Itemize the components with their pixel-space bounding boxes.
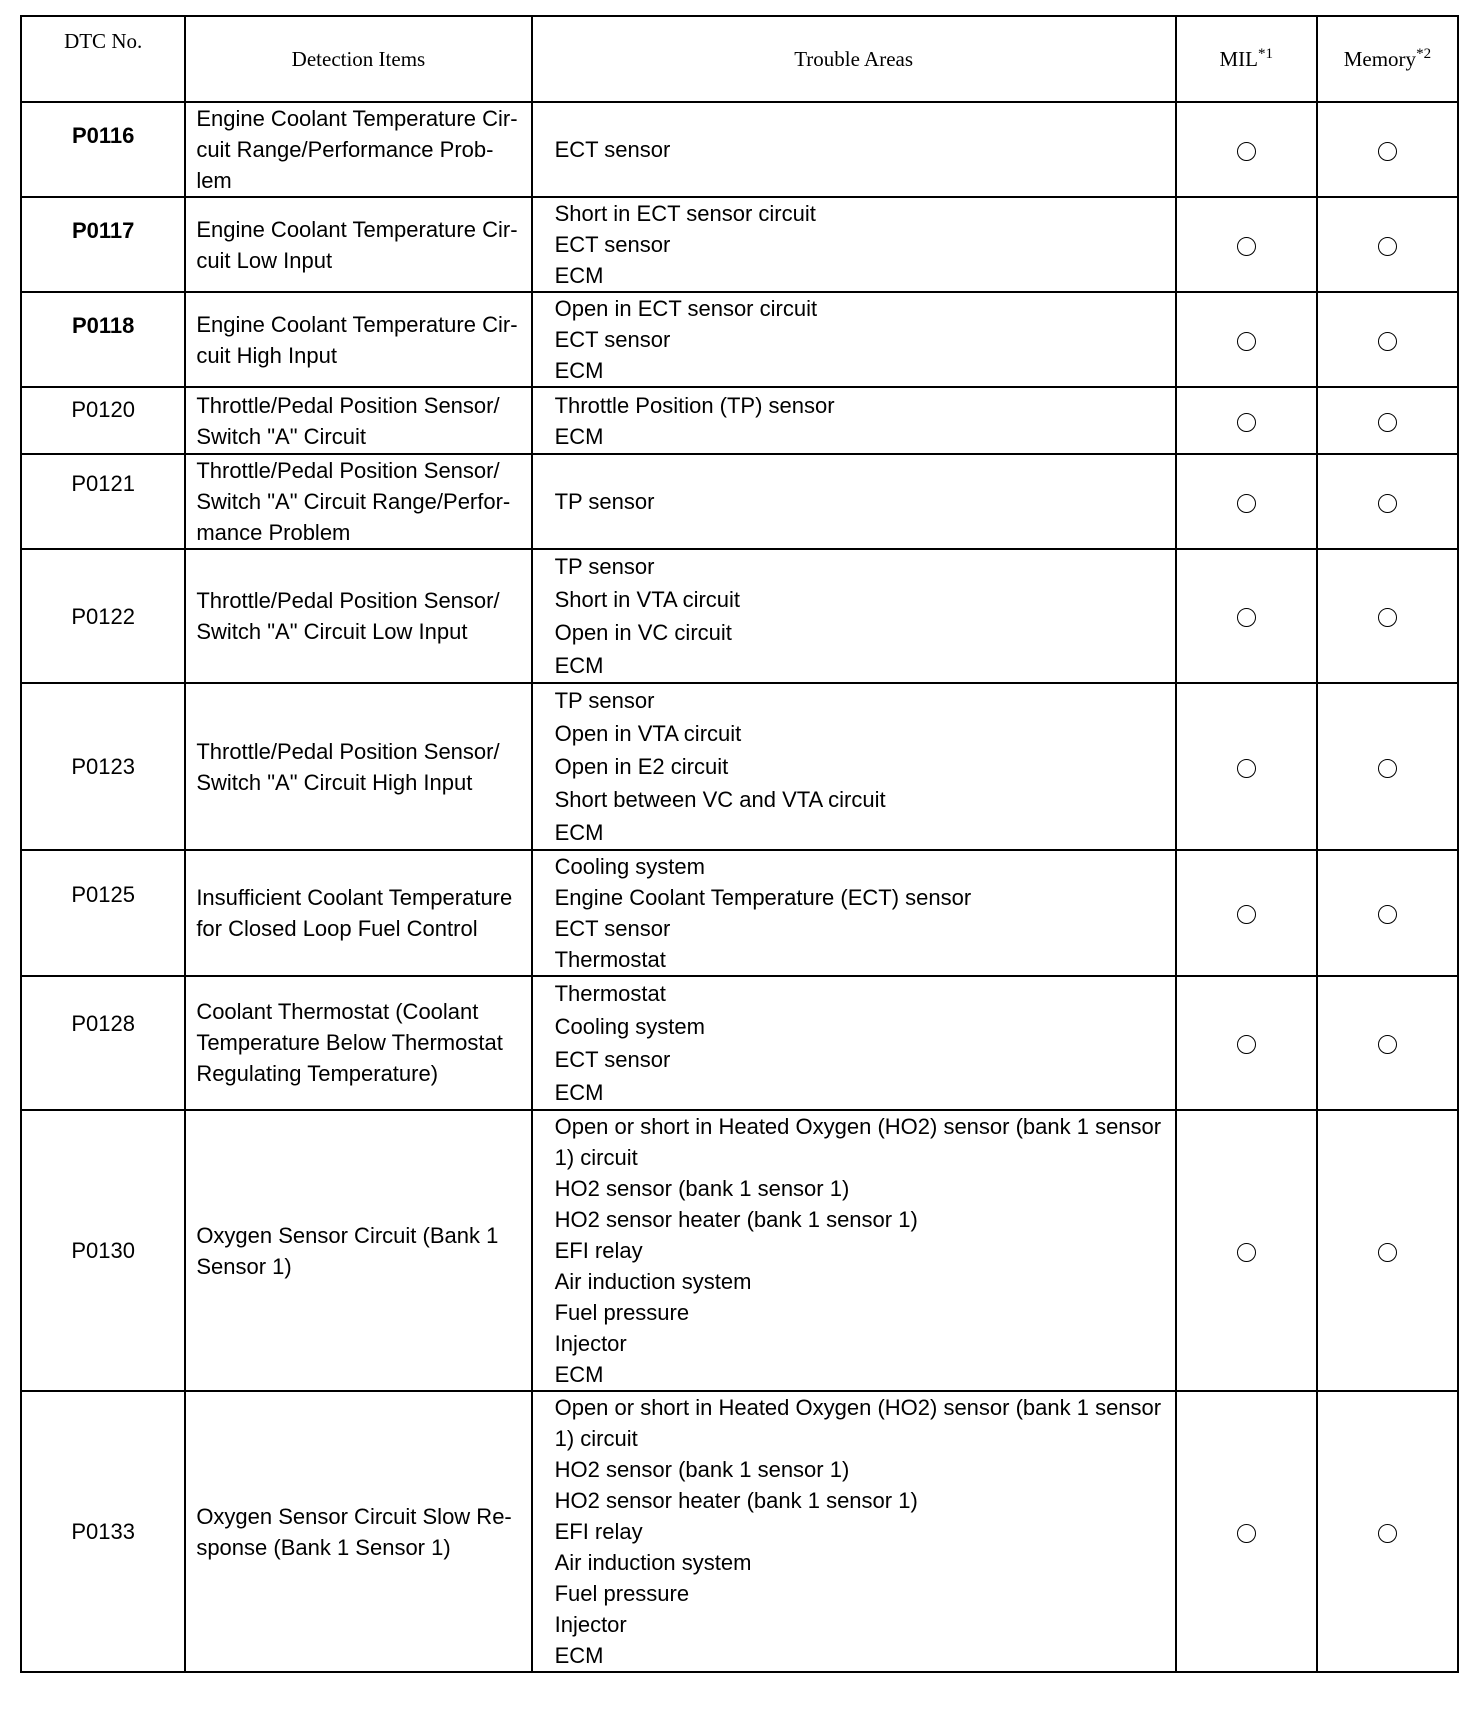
detection-item: Oxygen Sensor Circuit (Bank 1 Sensor 1): [185, 1110, 531, 1391]
trouble-areas: [532, 197, 1176, 292]
trouble-area-line: ECM: [554, 1643, 604, 1668]
trouble-area-line: ECM: [554, 1080, 604, 1105]
circle-icon: [1378, 332, 1397, 351]
circle-icon: [1378, 905, 1397, 924]
trouble-areas: [532, 976, 1176, 1110]
detection-item: Throttle/Pedal Position Sensor/ Switch "A" Circuit Range/Perfor- mance Problem: [185, 454, 531, 549]
memory-cell: [1317, 683, 1458, 850]
mil-cell: [1176, 387, 1317, 454]
circle-icon: [1378, 759, 1397, 778]
table-row: [21, 976, 1458, 1110]
detection-item: Engine Coolant Temperature Cir- cuit Low Input: [185, 197, 531, 292]
trouble-area-line: Throttle Position (TP) sensor: [554, 392, 835, 418]
dtc-code: P0122: [21, 549, 185, 683]
trouble-area-line: Injector: [554, 1331, 627, 1356]
mil-cell: [1176, 683, 1317, 850]
header-memory-note: *2: [1416, 45, 1432, 62]
mil-cell: [1176, 197, 1317, 292]
circle-icon: [1378, 1035, 1397, 1054]
memory-cell: [1317, 976, 1458, 1110]
trouble-area-line: HO2 sensor (bank 1 sensor 1): [554, 1457, 850, 1482]
trouble-area-line: ECM: [554, 423, 604, 449]
mil-cell: [1176, 850, 1317, 976]
memory-cell: [1317, 387, 1458, 454]
trouble-areas: [532, 683, 1176, 850]
table-row: [21, 102, 1458, 197]
mil-cell: [1176, 1391, 1317, 1672]
circle-icon: [1237, 413, 1256, 432]
trouble-area-line: TP sensor: [554, 489, 655, 514]
trouble-area-line: ECM: [554, 1362, 604, 1387]
mil-cell: [1176, 549, 1317, 683]
circle-icon: [1237, 608, 1256, 627]
memory-cell: [1317, 549, 1458, 683]
detection-item: Throttle/Pedal Position Sensor/ Switch "A" Circuit: [185, 387, 531, 454]
header-mil-label: MIL: [1219, 46, 1258, 71]
circle-icon: [1237, 1035, 1256, 1054]
detection-item: Oxygen Sensor Circuit Slow Re- sponse (Bank 1 Sensor 1): [185, 1391, 531, 1672]
dtc-code: P0118: [21, 292, 185, 387]
trouble-area-line: HO2 sensor heater (bank 1 sensor 1): [554, 1488, 918, 1513]
trouble-area-line: Short in VTA circuit: [554, 587, 741, 612]
trouble-areas: [532, 102, 1176, 197]
circle-icon: [1237, 905, 1256, 924]
memory-cell: [1317, 197, 1458, 292]
memory-cell: [1317, 1110, 1458, 1391]
trouble-area-line: Thermostat: [554, 981, 666, 1006]
detection-item: Throttle/Pedal Position Sensor/ Switch "A" Circuit Low Input: [185, 549, 531, 683]
detection-item: Coolant Thermostat (Coolant Temperature Below Thermostat Regulating Temperature): [185, 976, 531, 1110]
trouble-area-line: TP sensor: [554, 688, 655, 713]
table-row: [21, 549, 1458, 683]
circle-icon: [1378, 494, 1397, 513]
circle-icon: [1237, 1524, 1256, 1543]
header-detection: Detection Items: [185, 16, 531, 102]
header-memory-label: Memory: [1343, 46, 1417, 71]
header-row: [21, 16, 1458, 102]
trouble-area-line: Cooling system: [554, 854, 705, 879]
table-row: [21, 387, 1458, 454]
memory-cell: [1317, 1391, 1458, 1672]
circle-icon: [1378, 1524, 1397, 1543]
trouble-area-line: Open in VTA circuit: [554, 721, 742, 746]
table-row: [21, 683, 1458, 850]
trouble-area-line: Engine Coolant Temperature (ECT) sensor: [554, 885, 972, 910]
trouble-areas: [532, 454, 1176, 549]
dtc-code: P0121: [21, 454, 185, 549]
dtc-code: P0128: [21, 976, 185, 1110]
table-row: [21, 1110, 1458, 1391]
trouble-area-line: TP sensor: [554, 554, 655, 579]
dtc-code: P0120: [21, 387, 185, 454]
table-row: [21, 197, 1458, 292]
dtc-code: P0125: [21, 850, 185, 976]
trouble-areas: [532, 850, 1176, 976]
mil-cell: [1176, 102, 1317, 197]
circle-icon: [1378, 1243, 1397, 1262]
trouble-area-line: Short in ECT sensor circuit: [554, 201, 816, 226]
trouble-area-line: ECM: [554, 358, 604, 383]
trouble-area-line: ECM: [554, 263, 604, 288]
header-dtc: DTC No.: [21, 16, 185, 102]
trouble-areas: [532, 292, 1176, 387]
detection-item: Engine Coolant Temperature Cir- cuit High Input: [185, 292, 531, 387]
trouble-area-line: Injector: [554, 1612, 627, 1637]
trouble-area-line: EFI relay: [554, 1238, 643, 1263]
trouble-area-line: EFI relay: [554, 1519, 643, 1544]
trouble-area-line: Open in ECT sensor circuit: [554, 296, 818, 321]
memory-cell: [1317, 102, 1458, 197]
circle-icon: [1237, 759, 1256, 778]
dtc-code: P0130: [21, 1110, 185, 1391]
table-row: [21, 1391, 1458, 1672]
circle-icon: [1237, 142, 1256, 161]
circle-icon: [1237, 494, 1256, 513]
detection-item: Throttle/Pedal Position Sensor/ Switch "A" Circuit High Input: [185, 683, 531, 850]
trouble-area-line: ECT sensor: [554, 232, 671, 257]
trouble-area-line: HO2 sensor (bank 1 sensor 1): [554, 1176, 850, 1201]
trouble-area-line: ECT sensor: [554, 327, 671, 352]
circle-icon: [1378, 608, 1397, 627]
dtc-code: P0133: [21, 1391, 185, 1672]
trouble-areas: [532, 1391, 1176, 1672]
trouble-area-line: Cooling system: [554, 1014, 705, 1039]
circle-icon: [1378, 237, 1397, 256]
trouble-area-line: Fuel pressure: [554, 1300, 690, 1325]
circle-icon: [1378, 413, 1397, 432]
trouble-area-line: Open in VC circuit: [554, 620, 732, 645]
trouble-area-line: Air induction system: [554, 1550, 752, 1575]
dtc-code: P0117: [21, 197, 185, 292]
table-row: [21, 292, 1458, 387]
mil-cell: [1176, 1110, 1317, 1391]
trouble-areas: [532, 549, 1176, 683]
memory-cell: [1317, 454, 1458, 549]
header-mil-note: *1: [1257, 45, 1273, 62]
trouble-area-line: Fuel pressure: [554, 1581, 690, 1606]
detection-item: Insufficient Coolant Temperature for Closed Loop Fuel Control: [185, 850, 531, 976]
header-mil: [1176, 16, 1317, 102]
trouble-area-line: ECT sensor: [554, 1047, 671, 1072]
trouble-area-line: Open in E2 circuit: [554, 754, 729, 779]
circle-icon: [1237, 237, 1256, 256]
mil-cell: [1176, 454, 1317, 549]
circle-icon: [1237, 1243, 1256, 1262]
trouble-area-line: ECT sensor: [554, 916, 671, 941]
header-memory: [1317, 16, 1458, 102]
circle-icon: [1378, 142, 1397, 161]
dtc-code: P0116: [21, 102, 185, 197]
trouble-area-line: Short between VC and VTA circuit: [554, 787, 886, 812]
trouble-area-line: Open or short in Heated Oxygen (HO2) sensor (bank 1 sensor 1) circuit: [554, 1114, 1162, 1170]
trouble-area-line: Air induction system: [554, 1269, 752, 1294]
trouble-areas: [532, 387, 1176, 454]
trouble-area-line: HO2 sensor heater (bank 1 sensor 1): [554, 1207, 918, 1232]
trouble-areas: [532, 1110, 1176, 1391]
memory-cell: [1317, 292, 1458, 387]
dtc-table: [20, 15, 1459, 1673]
table-row: [21, 850, 1458, 976]
table-row: [21, 454, 1458, 549]
trouble-area-line: Thermostat: [554, 947, 666, 972]
trouble-area-line: ECM: [554, 653, 604, 678]
trouble-area-line: ECT sensor: [554, 137, 671, 162]
header-trouble: Trouble Areas: [532, 16, 1176, 102]
circle-icon: [1237, 332, 1256, 351]
dtc-code: P0123: [21, 683, 185, 850]
trouble-area-line: ECM: [554, 820, 604, 845]
memory-cell: [1317, 850, 1458, 976]
mil-cell: [1176, 292, 1317, 387]
trouble-area-line: Open or short in Heated Oxygen (HO2) sensor (bank 1 sensor 1) circuit: [554, 1395, 1162, 1451]
detection-item: Engine Coolant Temperature Cir- cuit Range/Performance Prob- lem: [185, 102, 531, 197]
mil-cell: [1176, 976, 1317, 1110]
